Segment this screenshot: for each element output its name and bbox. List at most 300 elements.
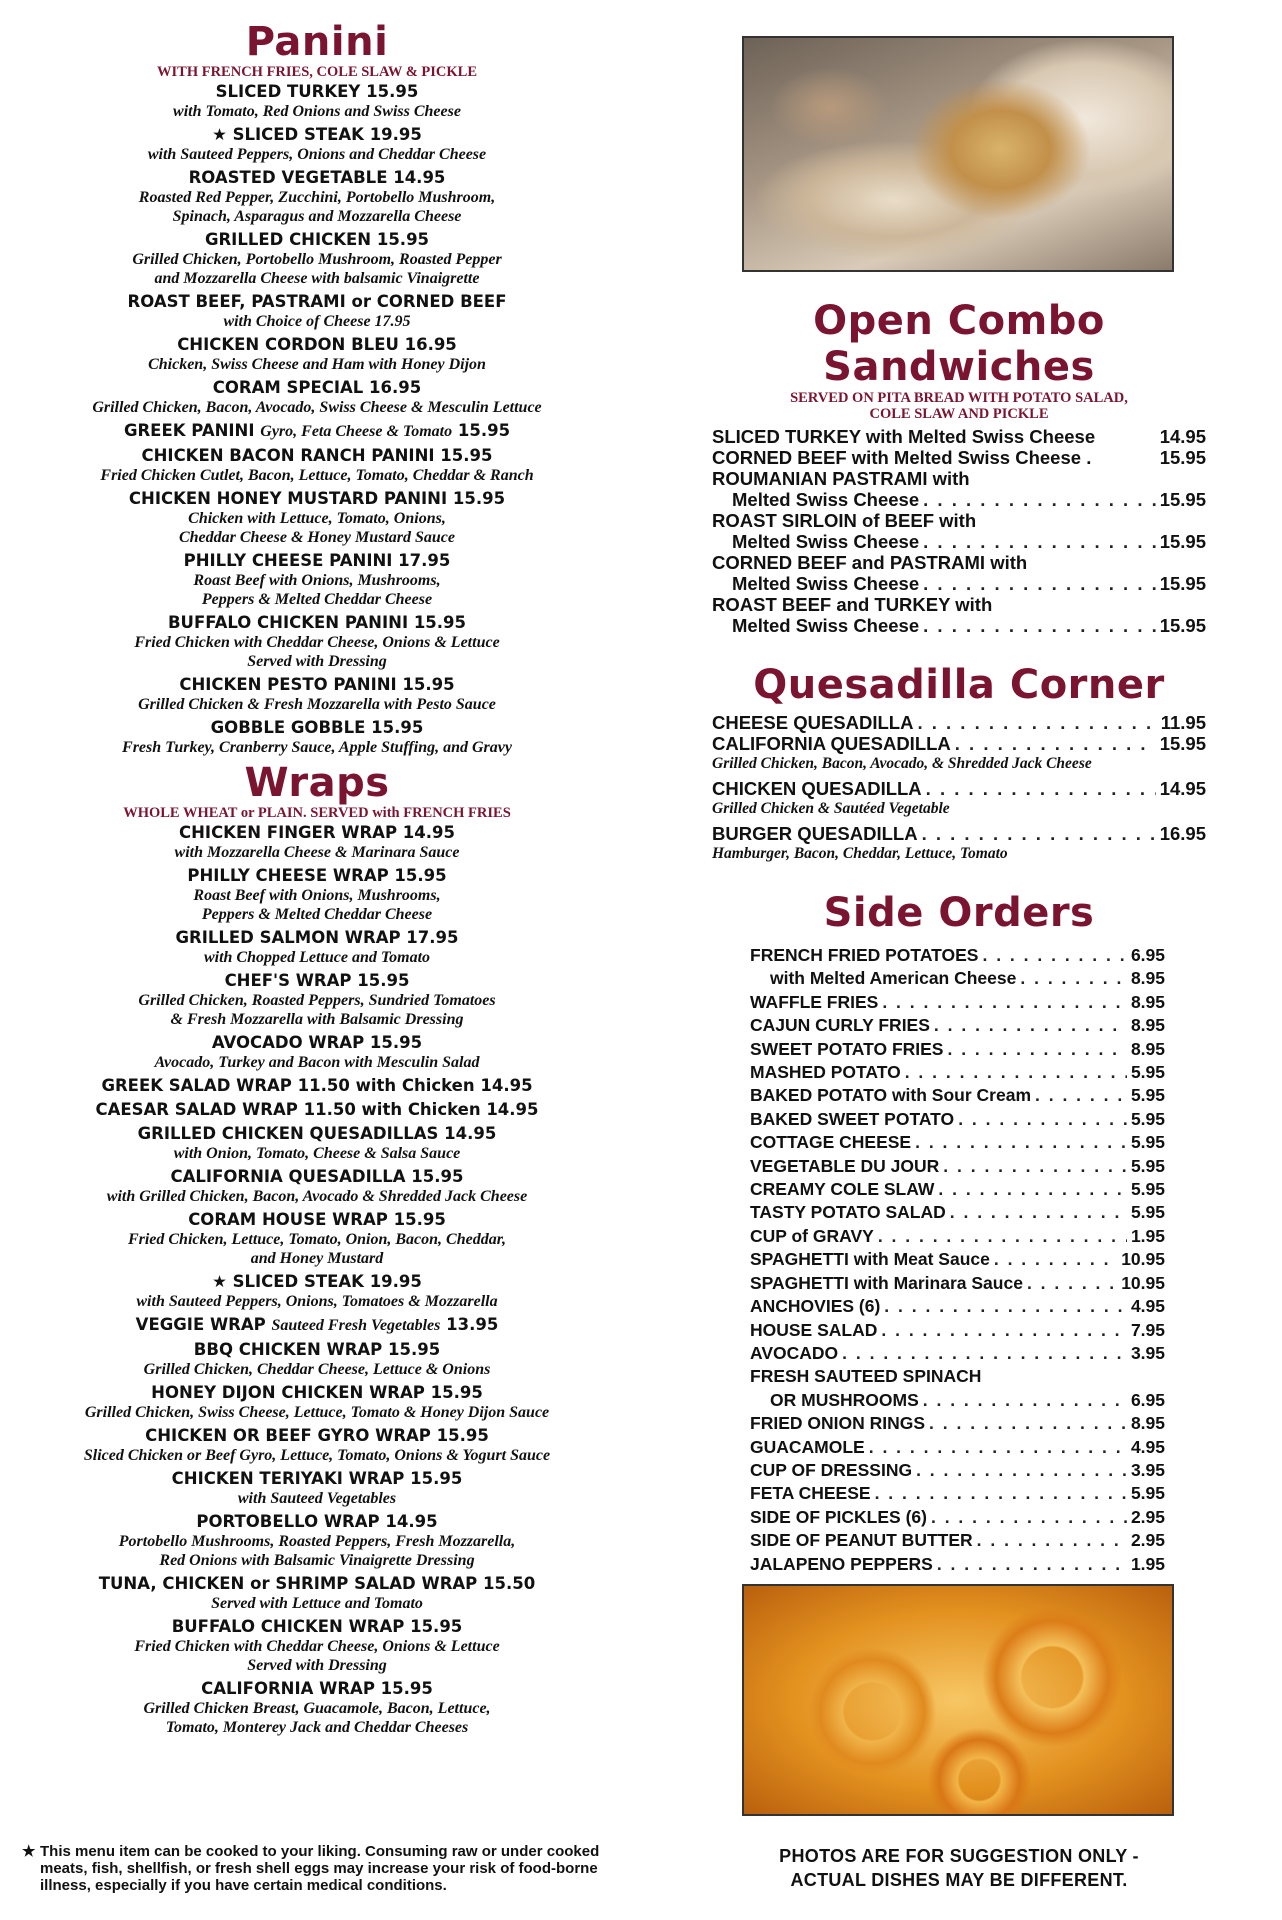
row-name: TASTY POTATO SALAD [750, 1202, 946, 1223]
wraps-list [22, 823, 612, 1737]
price-row [712, 823, 1206, 844]
item-name-text: BBQ CHICKEN WRAP 15.95 [193, 1340, 441, 1359]
price-row [712, 594, 1206, 615]
row-name: FETA CHEESE [750, 1483, 871, 1504]
item-name-text: ROASTED VEGETABLE 14.95 [188, 168, 446, 187]
row-name: WAFFLE FRIES [750, 991, 879, 1012]
price-row [750, 1131, 1165, 1154]
item-name-text: BUFFALO CHICKEN WRAP 15.95 [171, 1617, 463, 1636]
dot-leader [884, 1295, 1127, 1318]
item-name-text: GRILLED CHICKEN QUESADILLAS 14.95 [137, 1124, 497, 1143]
row-name: Melted Swiss Cheese [732, 573, 920, 594]
menu-item [22, 928, 612, 967]
dot-leader [943, 1155, 1127, 1178]
item-name [22, 446, 612, 466]
item-name-text: HONEY DIJON CHICKEN WRAP 15.95 [151, 1383, 483, 1402]
panini-list [22, 82, 612, 757]
item-desc: with Mozzarella Cheese & Marinara Sauce [174, 844, 460, 861]
dot-leader [937, 1553, 1127, 1576]
left-column [22, 20, 612, 1741]
item-name [22, 823, 612, 843]
row-name: CHEESE QUESADILLA [712, 712, 914, 733]
item-name [22, 82, 612, 102]
row-price: 6.95 [1130, 945, 1165, 965]
item-desc: Served with Dressing [247, 1657, 387, 1674]
item-name-text: PORTOBELLO WRAP 14.95 [196, 1512, 438, 1531]
item-desc: Tomato, Monterey Jack and Cheddar Cheeses [165, 1719, 469, 1736]
row-price: 11.95 [1160, 712, 1206, 733]
price-row [750, 1272, 1165, 1295]
row-price: 5.95 [1130, 1202, 1165, 1223]
row-name: with Melted American Cheese [770, 968, 1017, 989]
item-name-text: GRILLED CHICKEN 15.95 [204, 230, 430, 249]
row-price: 5.95 [1130, 1155, 1165, 1176]
dot-leader [905, 1061, 1127, 1084]
price-row [750, 1248, 1165, 1271]
item-name-text: ROAST BEEF, PASTRAMI or CORNED BEEF [127, 292, 507, 311]
row-name: CUP of GRAVY [750, 1225, 874, 1246]
panini-title: Panini [245, 19, 389, 65]
item-name [22, 551, 612, 571]
price-row [750, 967, 1165, 990]
combo-subtitle-line1: SERVED ON PITA BREAD WITH POTATO SALAD, [790, 390, 1128, 406]
row-price: 4.95 [1130, 1436, 1165, 1457]
item-desc: Fried Chicken, Lettuce, Tomato, Onion, Bacon, Cheddar, [127, 1231, 507, 1248]
menu-item [22, 125, 612, 164]
menu-item [22, 1124, 612, 1163]
quesadilla-list [712, 712, 1206, 864]
item-inline-desc: Sauteed Fresh Vegetables [271, 1317, 441, 1334]
price-row [750, 1061, 1165, 1084]
item-name-text: GOBBLE GOBBLE 15.95 [210, 718, 424, 737]
menu-item [22, 971, 612, 1029]
menu-item [22, 489, 612, 547]
disclaimer-line1: PHOTOS ARE FOR SUGGESTION ONLY - [779, 1846, 1139, 1866]
item-inline-desc: Gyro, Feta Cheese & Tomato [260, 423, 453, 440]
raw-food-warning [22, 1843, 622, 1894]
item-desc: Chicken with Lettuce, Tomato, Onions, [188, 510, 446, 527]
row-price: 6.95 [1130, 1389, 1165, 1410]
dot-leader [917, 712, 1156, 733]
item-desc: Chicken, Swiss Cheese and Ham with Honey Dijon [148, 356, 486, 373]
combo-title [712, 298, 1206, 390]
item-desc: with Sauteed Peppers, Onions and Cheddar Cheese [147, 146, 487, 163]
dot-leader [926, 778, 1156, 799]
menu-item [22, 230, 612, 288]
price-row [750, 1038, 1165, 1061]
item-name [22, 335, 612, 355]
dot-leader [875, 1482, 1127, 1505]
row-price: 10.95 [1121, 1272, 1165, 1293]
item-name [22, 421, 612, 442]
row-name: ANCHOVIES (6) [750, 1296, 881, 1317]
price-row [750, 944, 1165, 967]
menu-item [22, 1679, 612, 1737]
price-row [750, 1084, 1165, 1107]
row-name: HOUSE SALAD [750, 1319, 878, 1340]
price-row [750, 1014, 1165, 1037]
row-name: AVOCADO [750, 1342, 839, 1363]
item-name [22, 1210, 612, 1230]
row-price: 8.95 [1130, 991, 1165, 1012]
dot-leader [947, 1038, 1126, 1061]
price-row [750, 1482, 1165, 1505]
dot-leader [955, 733, 1156, 754]
dot-leader [1027, 1272, 1117, 1295]
item-desc: Grilled Chicken, Roasted Peppers, Sundried Tomatoes [138, 992, 496, 1009]
price-row [750, 1365, 1165, 1388]
row-desc: Grilled Chicken & Sautéed Vegetable [712, 800, 950, 817]
dot-leader [977, 1529, 1127, 1552]
turkey-gravy-photo [742, 36, 1174, 272]
item-price: 15.95 [457, 421, 511, 440]
row-price: 5.95 [1130, 1085, 1165, 1106]
item-name-text: CALIFORNIA QUESADILLA 15.95 [170, 1167, 464, 1186]
item-desc: with Sauteed Vegetables [237, 1490, 397, 1507]
row-name: SIDE OF PEANUT BUTTER [750, 1530, 973, 1551]
onion-rings-photo [742, 1584, 1174, 1816]
sides-list [750, 944, 1165, 1576]
item-name-text: AVOCADO WRAP 15.95 [211, 1033, 423, 1052]
menu-item [22, 82, 612, 121]
price-row [750, 1201, 1165, 1224]
row-name: CORNED BEEF and PASTRAMI with [712, 552, 1028, 573]
item-name [22, 168, 612, 188]
dot-leader [994, 1248, 1117, 1271]
row-name: SIDE OF PICKLES (6) [750, 1506, 927, 1527]
item-desc: Grilled Chicken & Fresh Mozzarella with Pesto Sauce [138, 696, 496, 713]
item-desc: with Chopped Lettuce and Tomato [203, 949, 431, 966]
menu-item [22, 292, 612, 331]
row-name: CAJUN CURLY FRIES [750, 1015, 930, 1036]
row-desc: Hamburger, Bacon, Cheddar, Lettuce, Tomato [712, 845, 1008, 862]
item-name [22, 125, 612, 145]
row-price: 15.95 [1159, 531, 1206, 552]
row-name: Melted Swiss Cheese [732, 531, 920, 552]
row-name: GUACAMOLE [750, 1436, 865, 1457]
price-row [712, 573, 1206, 594]
dot-leader [929, 1412, 1127, 1435]
price-row [750, 1319, 1165, 1342]
right-column [712, 36, 1206, 1816]
item-name [22, 1574, 612, 1594]
item-name [22, 866, 612, 886]
price-row [750, 1155, 1165, 1178]
menu-item [22, 1512, 612, 1570]
price-row [750, 1108, 1165, 1131]
row-name: BAKED POTATO with Sour Cream [750, 1085, 1031, 1106]
menu-item [22, 1272, 612, 1311]
price-row [750, 1529, 1165, 1552]
item-name-text: CHICKEN FINGER WRAP 14.95 [179, 823, 455, 842]
price-row [750, 1389, 1165, 1412]
menu-item [22, 823, 612, 862]
row-price: 15.95 [1159, 615, 1206, 636]
item-name [22, 718, 612, 738]
menu-item [22, 1617, 612, 1675]
item-name-text: CHICKEN TERIYAKI WRAP 15.95 [171, 1469, 463, 1488]
item-desc: Red Onions with Balsamic Vinaigrette Dressing [159, 1552, 475, 1569]
row-name: FRENCH FRIED POTATOES [750, 945, 979, 965]
price-row [712, 447, 1206, 468]
item-name [22, 1617, 612, 1637]
item-desc: Grilled Chicken, Cheddar Cheese, Lettuce & Onions [143, 1361, 491, 1378]
price-row [712, 733, 1206, 754]
item-name [22, 928, 612, 948]
menu-item [22, 378, 612, 417]
item-desc: Grilled Chicken, Swiss Cheese, Lettuce, Tomato & Honey Dijon Sauce [84, 1404, 550, 1421]
item-name-text: PHILLY CHEESE WRAP 15.95 [187, 866, 447, 885]
item-name [22, 378, 612, 398]
row-price: 15.95 [1159, 733, 1206, 754]
item-desc: Peppers & Melted Cheddar Cheese [201, 591, 433, 608]
item-desc: Grilled Chicken Breast, Guacamole, Bacon, Lettuce, [143, 1700, 491, 1717]
dot-leader [916, 1459, 1127, 1482]
row-price: 8.95 [1130, 1038, 1165, 1059]
item-desc: Spinach, Asparagus and Mozzarella Cheese [172, 208, 462, 225]
item-name [22, 1512, 612, 1532]
row-price: 15.95 [1159, 573, 1206, 594]
row-name: ROAST SIRLOIN of BEEF with [712, 510, 977, 531]
item-desc: Cheddar Cheese & Honey Mustard Sauce [178, 529, 455, 546]
item-desc: and Mozzarella Cheese with balsamic Vinaigrette [154, 270, 480, 287]
star-icon: ★ [22, 1843, 36, 1860]
row-price: 2.95 [1130, 1506, 1165, 1527]
item-name [22, 489, 612, 509]
row-name: OR MUSHROOMS [770, 1389, 919, 1410]
item-name-text: CORAM HOUSE WRAP 15.95 [188, 1210, 446, 1229]
item-name-text: GRILLED SALMON WRAP 17.95 [175, 928, 459, 947]
row-name: SPAGHETTI with Meat Sauce [750, 1249, 990, 1270]
dot-leader [842, 1342, 1127, 1365]
item-desc: Fried Chicken Cutlet, Bacon, Lettuce, Tomato, Cheddar & Ranch [100, 467, 534, 484]
item-name [22, 675, 612, 695]
price-row [750, 1412, 1165, 1435]
dot-leader [923, 573, 1156, 594]
row-price: 5.95 [1130, 1483, 1165, 1504]
price-row [712, 489, 1206, 510]
row-name: ROAST BEEF and TURKEY with [712, 594, 993, 615]
dot-leader [950, 1201, 1127, 1224]
price-row [712, 778, 1206, 799]
row-price: 8.95 [1130, 968, 1165, 989]
row-name: JALAPENO PEPPERS [750, 1553, 933, 1574]
dot-leader [923, 531, 1156, 552]
row-price: 15.95 [1159, 447, 1206, 468]
price-row [712, 426, 1206, 447]
item-name [22, 1167, 612, 1187]
quesadilla-title: Quesadilla Corner [753, 662, 1165, 708]
item-name [22, 230, 612, 250]
item-name [22, 1426, 612, 1446]
row-name: CORNED BEEF with Melted Swiss Cheese . [712, 447, 1092, 468]
item-name [22, 971, 612, 991]
item-name-text: CORAM SPECIAL 16.95 [212, 378, 422, 397]
item-name [22, 1033, 612, 1053]
item-name [22, 292, 612, 312]
menu-item [22, 1076, 612, 1096]
item-desc: with Grilled Chicken, Bacon, Avocado & Shredded Jack Cheese [106, 1188, 528, 1205]
item-name-text: CHICKEN BACON RANCH PANINI 15.95 [141, 446, 493, 465]
item-price: 13.95 [446, 1315, 499, 1334]
dot-leader [915, 1131, 1127, 1154]
item-desc: Roasted Red Pepper, Zucchini, Portobello Mushroom, [138, 189, 496, 206]
row-name: FRESH SAUTEED SPINACH [750, 1366, 982, 1387]
menu-item [22, 718, 612, 757]
item-desc: Peppers & Melted Cheddar Cheese [201, 906, 433, 923]
price-row [712, 712, 1206, 733]
item-desc: with Choice of Cheese 17.95 [223, 313, 411, 330]
combo-list [712, 426, 1206, 636]
row-price: 14.95 [1159, 778, 1206, 799]
row-price: 5.95 [1130, 1108, 1165, 1129]
row-price: 1.95 [1130, 1225, 1165, 1246]
row-price: 14.95 [1159, 426, 1206, 447]
dot-leader [882, 991, 1127, 1014]
dot-leader [923, 615, 1156, 636]
item-name-text: PHILLY CHEESE PANINI 17.95 [183, 551, 451, 570]
dot-leader [922, 823, 1156, 844]
item-name [22, 1100, 612, 1120]
item-desc: Served with Dressing [247, 653, 387, 670]
dot-leader [938, 1178, 1127, 1201]
row-name: CUP OF DRESSING [750, 1459, 913, 1480]
row-price: 7.95 [1130, 1319, 1165, 1340]
item-name [22, 1340, 612, 1360]
panini-subtitle: WITH FRENCH FRIES, COLE SLAW & PICKLE [157, 64, 477, 80]
item-name [22, 1076, 612, 1096]
item-name-text: CHICKEN CORDON BLEU 16.95 [177, 335, 457, 354]
sides-title: Side Orders [823, 890, 1095, 936]
item-name [22, 1124, 612, 1144]
menu-item [22, 613, 612, 671]
price-row [750, 1553, 1165, 1576]
menu-item [22, 866, 612, 924]
row-name: SWEET POTATO FRIES [750, 1038, 944, 1059]
price-row [712, 615, 1206, 636]
combo-subtitle-line2: COLE SLAW AND PICKLE [869, 406, 1049, 422]
price-row [750, 1295, 1165, 1318]
row-name: SPAGHETTI with Marinara Sauce [750, 1272, 1023, 1293]
row-name: BAKED SWEET POTATO [750, 1108, 955, 1129]
row-name: BURGER QUESADILLA [712, 823, 918, 844]
row-name: Melted Swiss Cheese [732, 615, 920, 636]
row-name: CALIFORNIA QUESADILLA [712, 733, 951, 754]
dot-leader [958, 1108, 1127, 1131]
item-name-text: BUFFALO CHICKEN PANINI 15.95 [167, 613, 467, 632]
wraps-subtitle: WHOLE WHEAT or PLAIN. SERVED with FRENCH FRIES [123, 805, 511, 821]
price-row [712, 510, 1206, 531]
row-name: FRIED ONION RINGS [750, 1413, 926, 1434]
combo-title-line1: Open Combo [813, 298, 1105, 344]
row-name: ROUMANIAN PASTRAMI with [712, 468, 970, 489]
item-desc: Fried Chicken with Cheddar Cheese, Onions & Lettuce [134, 1638, 500, 1655]
item-desc: with Tomato, Red Onions and Swiss Cheese [173, 103, 461, 120]
item-name-text: CALIFORNIA WRAP 15.95 [201, 1679, 433, 1698]
dot-leader [934, 1014, 1127, 1037]
row-price: 8.95 [1130, 1015, 1165, 1036]
disclaimer-line2: ACTUAL DISHES MAY BE DIFFERENT. [790, 1870, 1128, 1890]
row-price: 10.95 [1121, 1249, 1165, 1270]
price-row [750, 1506, 1165, 1529]
item-name-text: ★ SLICED STEAK 19.95 [212, 125, 422, 144]
row-name: VEGETABLE DU JOUR [750, 1155, 940, 1176]
menu-item [22, 1426, 612, 1465]
item-name [22, 1272, 612, 1292]
row-price: 4.95 [1130, 1296, 1165, 1317]
row-name: CHICKEN QUESADILLA [712, 778, 922, 799]
item-name-text: CHICKEN OR BEEF GYRO WRAP 15.95 [145, 1426, 489, 1445]
row-price: 3.95 [1130, 1342, 1165, 1363]
price-row [750, 991, 1165, 1014]
menu-item [22, 1033, 612, 1072]
price-row [750, 1436, 1165, 1459]
row-name: MASHED POTATO [750, 1062, 901, 1083]
item-name [22, 1383, 612, 1403]
menu-item [22, 335, 612, 374]
item-name [22, 1315, 612, 1336]
combo-title-line2: Sandwiches [823, 344, 1095, 390]
row-price: 3.95 [1130, 1459, 1165, 1480]
item-name-text: SLICED TURKEY 15.95 [215, 82, 419, 101]
photo-disclaimer [712, 1844, 1206, 1892]
row-name: Melted Swiss Cheese [732, 489, 920, 510]
row-price: 1.95 [1130, 1553, 1165, 1574]
price-row [750, 1459, 1165, 1482]
menu-item [22, 1469, 612, 1508]
item-desc: with Sauteed Peppers, Onions, Tomatoes & Mozzarella [136, 1293, 498, 1310]
price-row [750, 1225, 1165, 1248]
item-desc: Served with Lettuce and Tomato [211, 1595, 423, 1612]
wraps-title: Wraps [244, 760, 390, 806]
menu-item [22, 551, 612, 609]
item-name-text: CHEF'S WRAP 15.95 [224, 971, 410, 990]
price-row [750, 1342, 1165, 1365]
dot-leader [878, 1225, 1127, 1248]
item-name [22, 613, 612, 633]
menu-item [22, 1574, 612, 1613]
item-name-text: VEGGIE WRAP [135, 1315, 266, 1334]
row-price: 2.95 [1130, 1530, 1165, 1551]
item-desc: and Honey Mustard [250, 1250, 384, 1267]
item-desc: Roast Beef with Onions, Mushrooms, [193, 572, 441, 589]
row-price: 5.95 [1130, 1179, 1165, 1200]
item-desc: Avocado, Turkey and Bacon with Mesculin Salad [154, 1054, 480, 1071]
menu-item [22, 1340, 612, 1379]
item-desc: Fried Chicken with Cheddar Cheese, Onions & Lettuce [134, 634, 500, 651]
item-name-text: TUNA, CHICKEN or SHRIMP SALAD WRAP 15.50 [98, 1574, 536, 1593]
item-desc: & Fresh Mozzarella with Balsamic Dressing [170, 1011, 464, 1028]
menu-item [22, 1315, 612, 1336]
row-price: 5.95 [1130, 1062, 1165, 1083]
row-name: CREAMY COLE SLAW [750, 1179, 935, 1200]
price-row [712, 468, 1206, 489]
dot-leader [1035, 1084, 1127, 1107]
item-name-text: ★ SLICED STEAK 19.95 [212, 1272, 422, 1291]
menu-item [22, 1100, 612, 1120]
item-desc: Portobello Mushrooms, Roasted Peppers, Fresh Mozzarella, [118, 1533, 516, 1550]
item-name [22, 1469, 612, 1489]
row-desc: Grilled Chicken, Bacon, Avocado, & Shredded Jack Cheese [712, 755, 1092, 772]
item-name-text: CHICKEN PESTO PANINI 15.95 [179, 675, 455, 694]
item-name-text: GREEK PANINI [123, 421, 255, 440]
menu-item [22, 1167, 612, 1206]
dot-leader [931, 1506, 1127, 1529]
menu-item [22, 446, 612, 485]
item-desc: Sliced Chicken or Beef Gyro, Lettuce, Tomato, Onions & Yogurt Sauce [83, 1447, 551, 1464]
item-name [22, 1679, 612, 1699]
row-price: 15.95 [1159, 489, 1206, 510]
